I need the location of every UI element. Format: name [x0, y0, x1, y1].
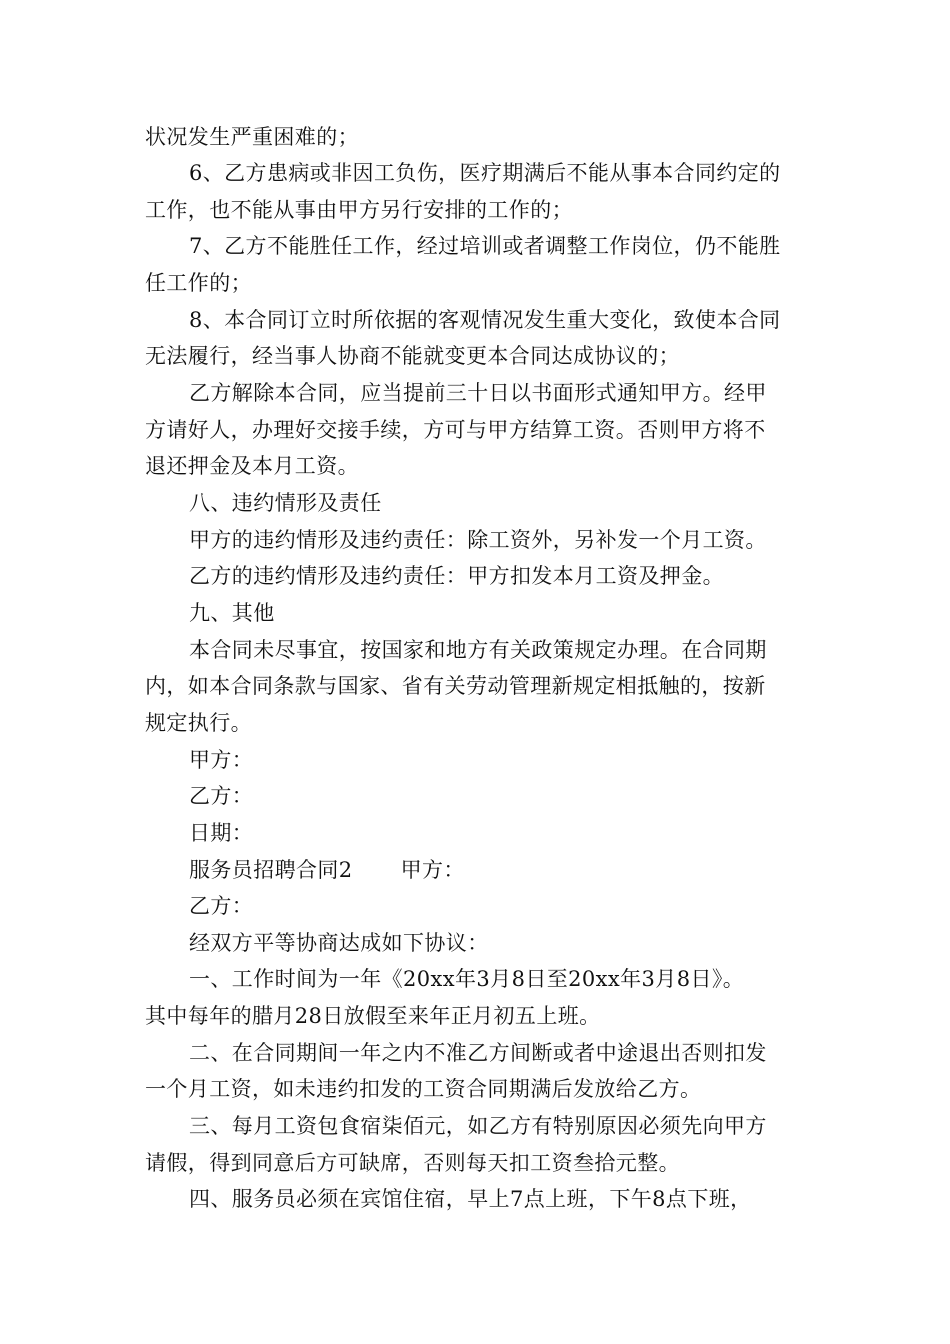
- section-heading: 九、其他: [189, 601, 275, 625]
- contract-title: 服务员招聘合同2: [189, 858, 353, 882]
- text-line: 本合同未尽事宜，按国家和地方有关政策规定办理。在合同期: [189, 638, 767, 662]
- text-line: 一个月工资，如未违约扣发的工资合同期满后发放给乙方。: [145, 1077, 702, 1101]
- text-line: 二、在合同期间一年之内不准乙方间断或者中途退出否则扣发: [189, 1041, 767, 1065]
- text-line: 四、服务员必须在宾馆住宿，早上7点上班，下午8点下班，: [189, 1187, 752, 1211]
- text-line: 任工作的；: [145, 271, 252, 295]
- text-line: 一、工作时间为一年《20xx年3月8日至20xx年3月8日》。: [189, 967, 745, 991]
- text-line: 经双方平等协商达成如下协议：: [189, 931, 489, 955]
- text-line: 状况发生严重困难的；: [145, 125, 359, 149]
- text-line: 其中每年的腊月28日放假至来年正月初五上班。: [145, 1004, 601, 1028]
- text-line: 内，如本合同条款与国家、省有关劳动管理新规定相抵触的，按新: [145, 674, 766, 698]
- text-line: 7、乙方不能胜任工作，经过培训或者调整工作岗位，仍不能胜: [189, 234, 781, 258]
- contract-title-line: [189, 857, 465, 883]
- text-line: 工作，也不能从事由甲方另行安排的工作的；: [145, 198, 573, 222]
- date-label: 日期：: [189, 821, 254, 845]
- text-line: 方请好人，办理好交接手续，方可与甲方结算工资。否则甲方将不: [145, 418, 766, 442]
- text-line: 无法履行，经当事人协商不能就变更本合同达成协议的；: [145, 344, 680, 368]
- text-line: 乙方的违约情形及违约责任：甲方扣发本月工资及押金。: [189, 564, 724, 588]
- text-line: 甲方的违约情形及违约责任：除工资外，另补发一个月工资。: [189, 528, 767, 552]
- section-heading: 八、违约情形及责任: [189, 491, 382, 515]
- signature-label: 乙方：: [189, 784, 254, 808]
- signature-label: 甲方：: [189, 748, 254, 772]
- text-line: 退还押金及本月工资。: [145, 454, 359, 478]
- text-line: 8、本合同订立时所依据的客观情况发生重大变化，致使本合同: [189, 308, 781, 332]
- text-line: 乙方解除本合同，应当提前三十日以书面形式通知甲方。经甲: [189, 381, 767, 405]
- text-line: 6、乙方患病或非因工负伤，医疗期满后不能从事本合同约定的: [189, 161, 781, 185]
- party-a-label: 甲方：: [400, 858, 465, 882]
- text-line: 规定执行。: [145, 711, 252, 735]
- text-line: 请假，得到同意后方可缺席，否则每天扣工资叁拾元整。: [145, 1151, 680, 1175]
- text-line: 三、每月工资包食宿柒佰元，如乙方有特别原因必须先向甲方: [189, 1114, 767, 1138]
- party-b-label: 乙方：: [189, 894, 254, 918]
